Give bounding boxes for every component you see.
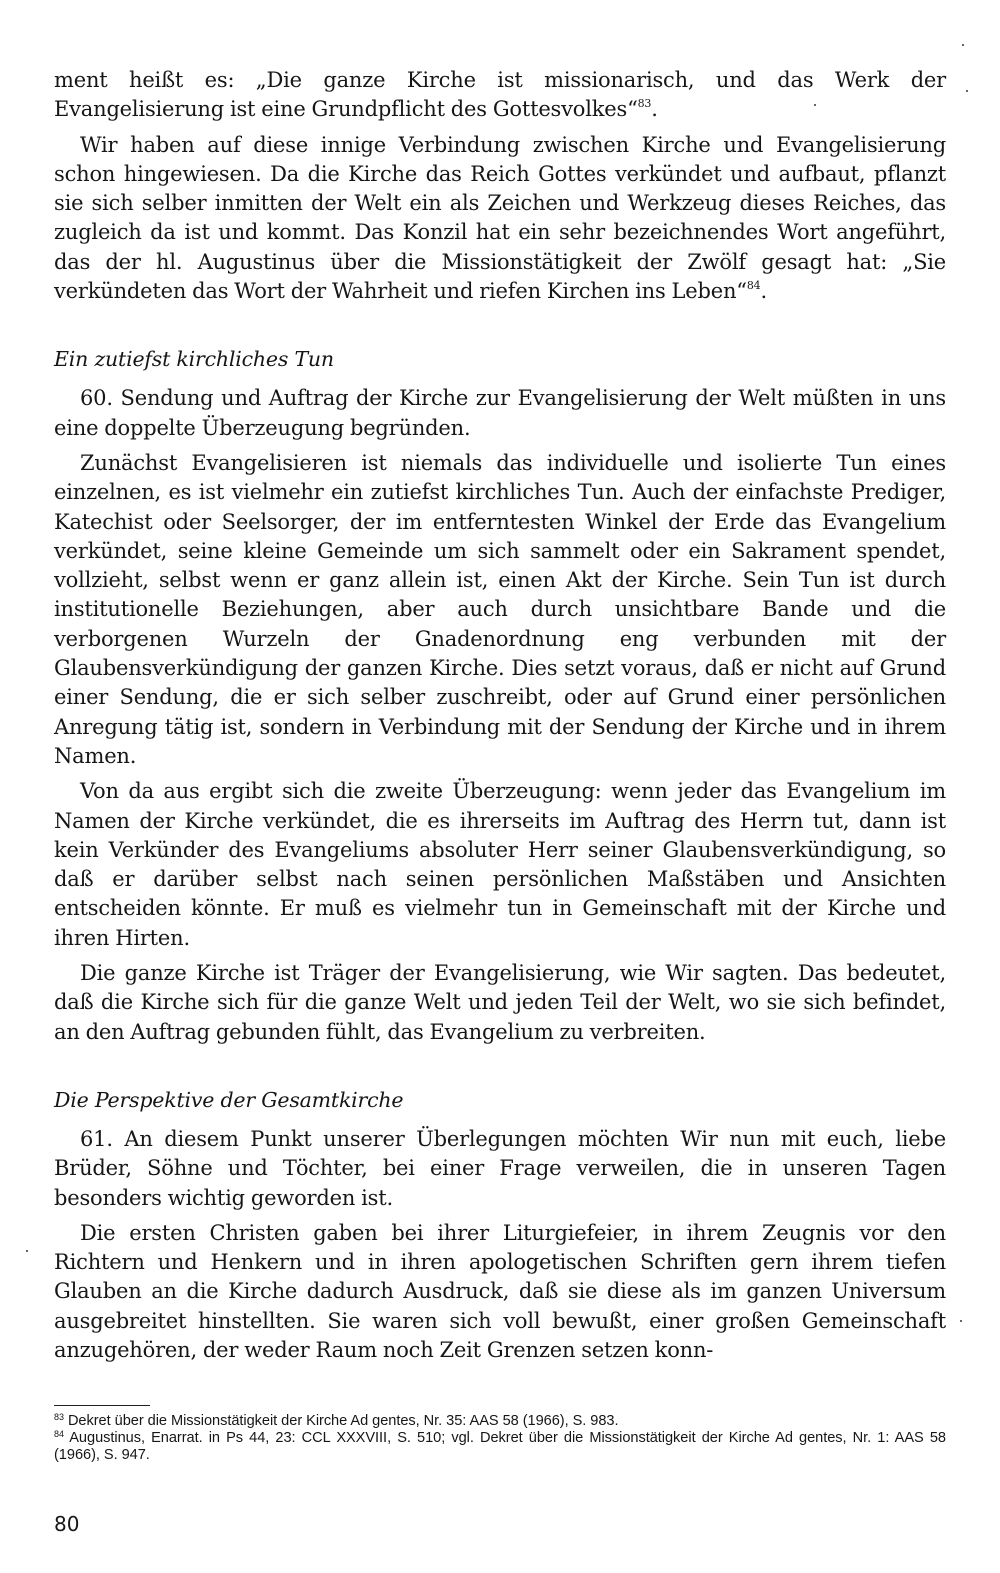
footnotes bbox=[54, 1413, 946, 1464]
paragraph-intro-2: Wir haben auf diese innige Verbindung zwischen Kirche und Evangelisierung schon hingewiesen. Da die Kirche das Reich Gottes verkündet und aufbaut, pflanzt sie sich selber inmitten der Welt ein als Zeichen und Werkzeug dieses Reiches, das zugleich da ist und kommt. Das Konzil hat ein sehr bezeichnendes Wort angeführt, das der hl. Augustinus über die Missionstätigkeit der Zwölf gesagt hat: „Sie verkündeten das Wort der Wahrheit und riefen Kirchen ins Leben“$^{84}$. bbox=[54, 132, 946, 304]
paragraph-von-da-aus: Von da aus ergibt sich die zweite Überzeugung: wenn jeder das Evangelium im Namen der Kirche verkündet, die es ihrerseits im Auftrag des Herrn tut, dann ist kein Verkünder des Evangeliums absoluter Herr seiner Glaubensverkündigung, so daß er darüber selbst nach seinen persönlichen Maßstäben und Ansichten entscheiden könnte. Er muß es vielmehr tun in Gemeinschaft mit der Kirche und ihren Hirten. bbox=[54, 779, 946, 950]
paragraph-die-ersten-christen: Die ersten Christen gaben bei ihrer Liturgiefeier, in ihrem Zeugnis vor den Richtern und Henkern und in ihren apologetischen Schriften gern ihrem tiefen Glauben an die Kirche dadurch Ausdruck, daß sie diese als im ganzen Universum ausgebreitet hinstellten. Sie waren sich voll bewußt, einer großen Gemeinschaft anzugehören, der weder Raum noch Zeit Grenzen setzen konn- bbox=[54, 1220, 946, 1362]
section-heading-gesamtkirche: Die Perspektive der Gesamtkirche bbox=[54, 1087, 404, 1112]
paragraph-60: 60. Sendung und Auftrag der Kirche zur Evangelisierung der Welt müßten in uns eine doppelte Überzeugung begründen. bbox=[54, 386, 946, 440]
section-heading-kirchliches-tun: Ein zutiefst kirchliches Tun bbox=[54, 347, 334, 372]
scan-speck bbox=[26, 1250, 28, 1252]
footnote-divider bbox=[54, 1405, 150, 1406]
paragraph-intro-1: ment heißt es: „Die ganze Kirche ist missionarisch, und das Werk der Evangelisierung ist eine Grundpflicht des Gottesvolkes“$^{83}$. bbox=[54, 68, 946, 122]
page-number: 80 bbox=[54, 1512, 80, 1536]
paragraph-zunaechst: Zunächst Evangelisieren ist niemals das individuelle und isolierte Tun eines einzelnen, es ist vielmehr ein zutiefst kirchliches Tun. Auch der einfachste Prediger, Katechist oder Seelsorger, der im entferntesten Winkel der Erde das Evangelium verkündet, seine kleine Gemeinde um sich sammelt oder ein Sakrament spendet, vollzieht, selbst wenn er ganz allein ist, einen Akt der Kirche. Sein Tun ist durch institutionelle Beziehungen, aber auch durch unsichtbare Bande und die verborgenen Wurzeln der Gnadenordnung eng verbunden mit der Glaubensverkündigung der ganzen Kirche. Dies setzt voraus, daß er nicht auf Grund einer Sendung, die er sich selber zuschreibt, oder auf Grund einer persönlichen Anregung tätig ist, sondern in Verbindung mit der Sendung der Kirche und in ihrem Namen. bbox=[54, 450, 946, 768]
footnote-84: $^{84}$ Augustinus, Enarrat. in Ps 44, 23: CCL XXXVIII, S. 510; vgl. Dekret über die Missionstätigkeit der Kirche Ad gentes, Nr. 1: AAS 58 (1966), S. 947. bbox=[54, 1429, 946, 1463]
paragraph-die-ganze-kirche: Die ganze Kirche ist Träger der Evangelisierung, wie Wir sagten. Das bedeutet, daß die Kirche sich für die ganze Welt und jeden Teil der Welt, wo sie sich befindet, an den Auftrag gebunden fühlt, das Evangelium zu verbreiten. bbox=[54, 961, 946, 1044]
footnote-83: $^{83}$ Dekret über die Missionstätigkeit der Kirche Ad gentes, Nr. 35: AAS 58 (1966), S. 983. bbox=[54, 1412, 619, 1429]
scan-speck bbox=[814, 104, 816, 106]
footnote-ref-83[interactable]: 83 bbox=[637, 97, 652, 111]
scan-speck bbox=[962, 44, 964, 46]
footnote-ref-84[interactable]: 84 bbox=[746, 279, 761, 293]
paragraph-61: 61. An diesem Punkt unserer Überlegungen möchten Wir nun mit euch, liebe Brüder, Söhne und Töchter, bei einer Frage verweilen, die in unseren Tagen besonders wichtig geworden ist. bbox=[54, 1126, 946, 1210]
scan-speck bbox=[966, 90, 968, 92]
scan-speck bbox=[960, 1320, 962, 1322]
page-body bbox=[54, 66, 946, 1371]
